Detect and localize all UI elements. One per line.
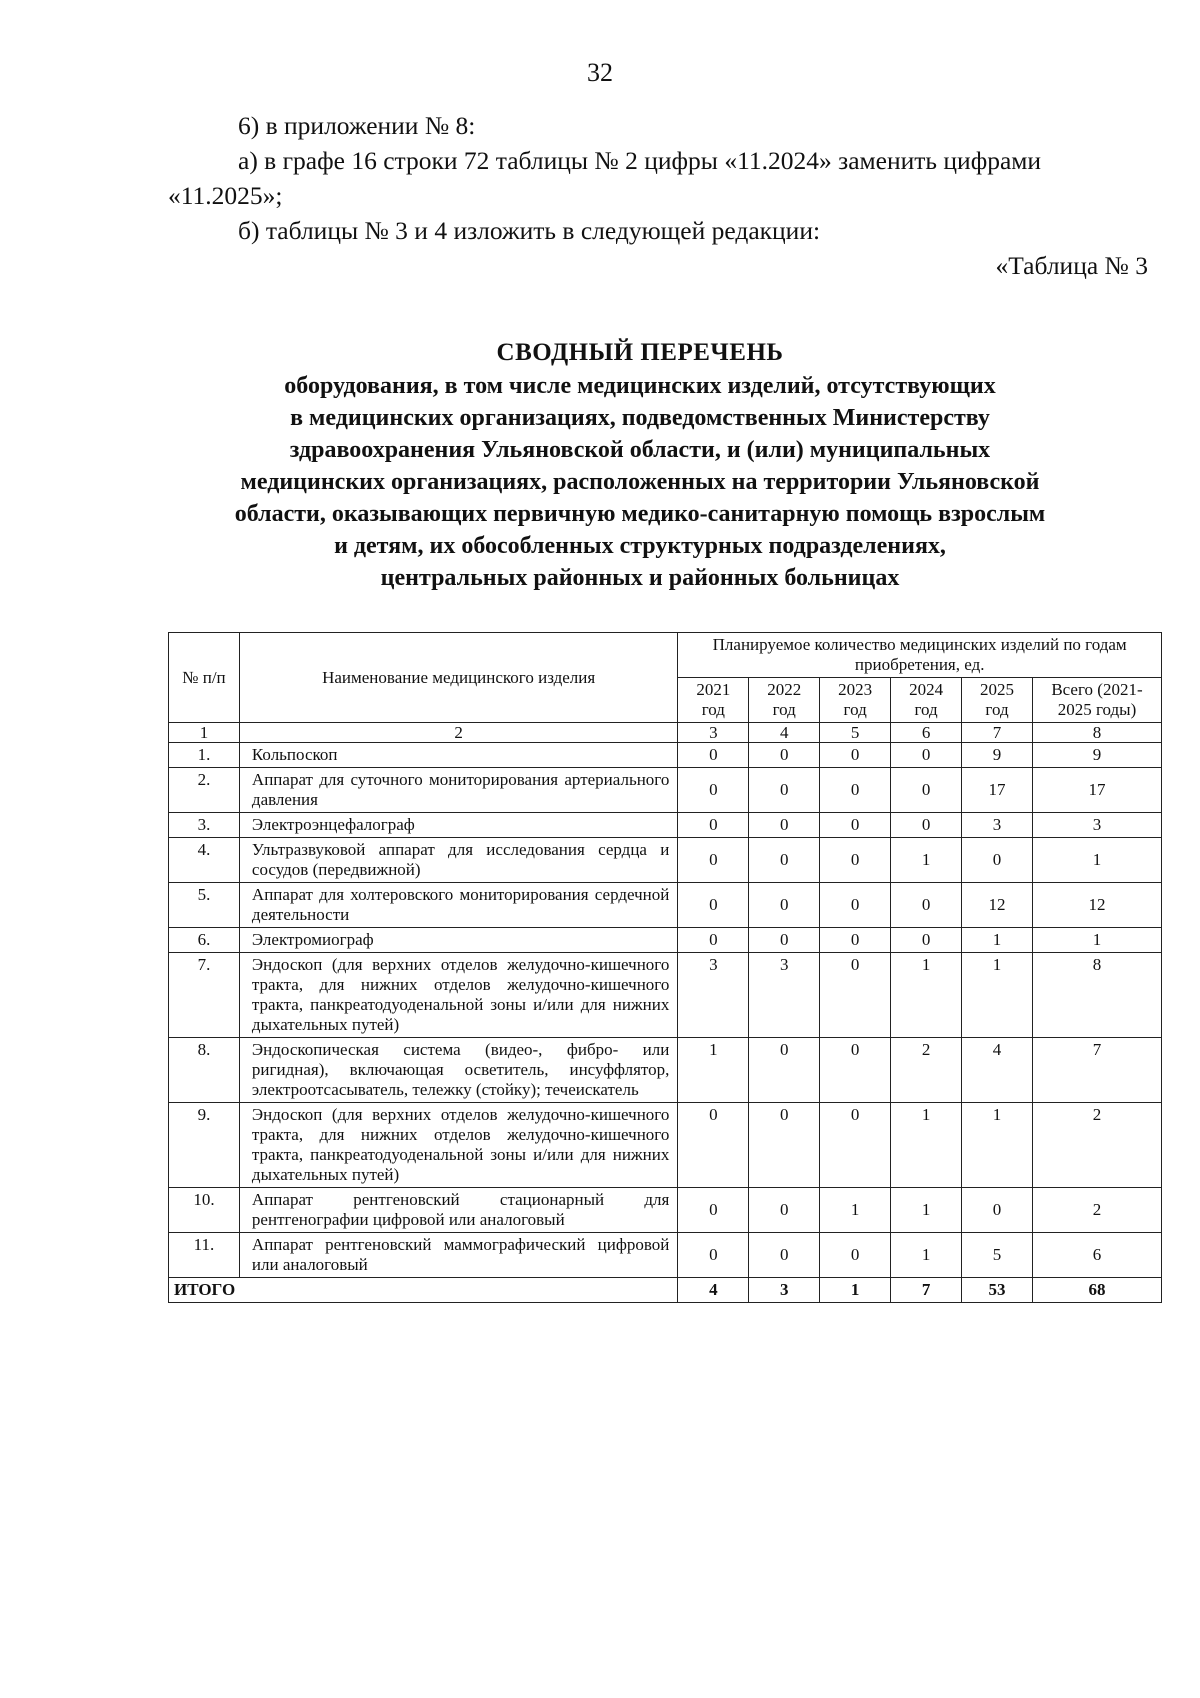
year-value: 0 [891, 928, 962, 953]
year-value: 0 [820, 1103, 891, 1188]
column-number: 8 [1032, 723, 1161, 743]
year-value: 3 [962, 813, 1033, 838]
year-value: 0 [749, 1233, 820, 1278]
row-number: 10. [169, 1188, 240, 1233]
table-row [169, 768, 1162, 813]
table-subtitle-line: оборудования, в том числе медицинских изделий, отсутствующих [284, 373, 996, 399]
year-value: 0 [678, 928, 749, 953]
year-value: 0 [678, 1188, 749, 1233]
total-value: 1 [820, 1278, 891, 1303]
row-total-value: 6 [1032, 1233, 1161, 1278]
year-value: 12 [962, 883, 1033, 928]
row-total-value: 1 [1032, 928, 1161, 953]
device-name: Электроэнцефалограф [239, 813, 677, 838]
row-number: 8. [169, 1038, 240, 1103]
year-value: 2 [891, 1038, 962, 1103]
device-name: Эндоскоп (для верхних отделов желудочно-кишечного тракта, для нижних отделов желудочно-кишечного тракта, панкреатодуоденальной зоны и/или для нижних дыхательных путей) [239, 1103, 677, 1188]
header-year: 2021 год [678, 678, 749, 723]
year-value: 0 [962, 838, 1033, 883]
year-value: 0 [678, 813, 749, 838]
device-name: Кольпоскоп [239, 743, 677, 768]
year-value: 0 [891, 813, 962, 838]
table-row [169, 1038, 1162, 1103]
year-value: 0 [891, 743, 962, 768]
year-value: 0 [820, 813, 891, 838]
amendment-item-a-cont: «11.2025»; [168, 181, 283, 210]
header-planned: Планируемое количество медицинских изделий по годам приобретения, ед. [678, 633, 1162, 678]
table-subtitle-line: в медицинских организациях, подведомственных Министерству [290, 405, 990, 431]
table-header-row [169, 633, 1162, 678]
row-number: 11. [169, 1233, 240, 1278]
year-value: 1 [891, 1103, 962, 1188]
year-value: 0 [820, 838, 891, 883]
total-value: 53 [962, 1278, 1033, 1303]
amendment-item-a: а) в графе 16 строки 72 таблицы № 2 цифры «11.2024» заменить цифрами [238, 146, 1042, 175]
year-value: 0 [749, 928, 820, 953]
year-value: 1 [891, 838, 962, 883]
amendment-item-b: б) таблицы № 3 и 4 изложить в следующей редакции: [238, 216, 821, 245]
total-value: 3 [749, 1278, 820, 1303]
row-number: 7. [169, 953, 240, 1038]
header-year: 2023 год [820, 678, 891, 723]
column-number: 3 [678, 723, 749, 743]
total-value: 7 [891, 1278, 962, 1303]
row-number: 4. [169, 838, 240, 883]
table-row [169, 1233, 1162, 1278]
year-value: 0 [749, 743, 820, 768]
column-number: 6 [891, 723, 962, 743]
table-row [169, 928, 1162, 953]
year-value: 0 [820, 953, 891, 1038]
year-value: 0 [678, 883, 749, 928]
row-total-value: 2 [1032, 1188, 1161, 1233]
row-number: 9. [169, 1103, 240, 1188]
year-value: 0 [820, 1233, 891, 1278]
year-value: 1 [820, 1188, 891, 1233]
year-value: 0 [820, 883, 891, 928]
year-value: 3 [678, 953, 749, 1038]
column-number: 4 [749, 723, 820, 743]
total-label: ИТОГО [169, 1278, 678, 1303]
table-subtitle-line: медицинских организациях, расположенных на территории Ульяновской [240, 469, 1040, 495]
device-name: Эндоскоп (для верхних отделов желудочно-кишечного тракта, для нижних отделов желудочно-кишечного тракта, панкреатодуоденальной зоны и/или для нижних дыхательных путей) [239, 953, 677, 1038]
year-value: 0 [678, 768, 749, 813]
table-row [169, 813, 1162, 838]
row-total-value: 3 [1032, 813, 1161, 838]
year-value: 0 [678, 1103, 749, 1188]
year-value: 0 [678, 1233, 749, 1278]
year-value: 0 [678, 743, 749, 768]
device-name: Эндоскопическая система (видео-, фибро- или ригидная), включающая осветитель, инсуффлятор, электроотсасыватель, тележку (стойку); течеискатель [239, 1038, 677, 1103]
row-total-value: 8 [1032, 953, 1161, 1038]
table-row [169, 838, 1162, 883]
table-row [169, 743, 1162, 768]
table-subtitle-line: здравоохранения Ульяновской области, и (или) муниципальных [289, 437, 991, 463]
year-value: 0 [749, 768, 820, 813]
device-name: Ультразвуковой аппарат для исследования сердца и сосудов (передвижной) [239, 838, 677, 883]
year-value: 0 [891, 768, 962, 813]
table-row [169, 1103, 1162, 1188]
year-value: 0 [749, 813, 820, 838]
table-reference: «Таблица № 3 [995, 251, 1148, 280]
amendment-item-6: 6) в приложении № 8: [238, 111, 476, 140]
year-value: 4 [962, 1038, 1033, 1103]
column-number: 2 [239, 723, 677, 743]
total-value: 68 [1032, 1278, 1161, 1303]
row-total-value: 17 [1032, 768, 1161, 813]
table-subtitle-line: и детям, их обособленных структурных подразделениях, [334, 533, 946, 559]
page-number: 32 [587, 58, 613, 87]
year-value: 0 [749, 1188, 820, 1233]
year-value: 1 [891, 953, 962, 1038]
year-value: 0 [749, 1103, 820, 1188]
year-value: 17 [962, 768, 1033, 813]
year-value: 0 [749, 1038, 820, 1103]
table-row [169, 883, 1162, 928]
header-year: 2022 год [749, 678, 820, 723]
row-total-value: 1 [1032, 838, 1161, 883]
year-value: 0 [820, 743, 891, 768]
column-number: 1 [169, 723, 240, 743]
year-value: 1 [962, 1103, 1033, 1188]
year-value: 0 [678, 838, 749, 883]
year-value: 0 [749, 883, 820, 928]
table-row [169, 953, 1162, 1038]
year-value: 1 [962, 928, 1033, 953]
table-subtitle-line: области, оказывающих первичную медико-санитарную помощь взрослым [234, 501, 1046, 527]
year-value: 0 [962, 1188, 1033, 1233]
row-number: 1. [169, 743, 240, 768]
device-name: Аппарат для суточного мониторирования артериального давления [239, 768, 677, 813]
header-year: 2024 год [891, 678, 962, 723]
header-year: 2025 год [962, 678, 1033, 723]
total-value: 4 [678, 1278, 749, 1303]
equipment-table [168, 632, 1162, 1303]
row-total-value: 12 [1032, 883, 1161, 928]
year-value: 0 [820, 928, 891, 953]
table-title: СВОДНЫЙ ПЕРЕЧЕНЬ [496, 339, 784, 366]
year-value: 1 [962, 953, 1033, 1038]
device-name: Электромиограф [239, 928, 677, 953]
table-subtitle-line: центральных районных и районных больницах [380, 565, 900, 591]
table-row [169, 1188, 1162, 1233]
header-name: Наименование медицинского изделия [239, 633, 677, 723]
total-row [169, 1278, 1162, 1303]
row-number: 2. [169, 768, 240, 813]
amendment-text [168, 108, 1148, 283]
row-number: 3. [169, 813, 240, 838]
device-name: Аппарат для холтеровского мониторирования сердечной деятельности [239, 883, 677, 928]
row-total-value: 9 [1032, 743, 1161, 768]
year-value: 0 [891, 883, 962, 928]
column-numbers-row [169, 723, 1162, 743]
header-num: № п/п [169, 633, 240, 723]
row-number: 6. [169, 928, 240, 953]
year-value: 1 [891, 1188, 962, 1233]
year-value: 1 [678, 1038, 749, 1103]
device-name: Аппарат рентгеновский маммографический цифровой или аналоговый [239, 1233, 677, 1278]
year-value: 5 [962, 1233, 1033, 1278]
column-number: 7 [962, 723, 1033, 743]
year-value: 3 [749, 953, 820, 1038]
column-number: 5 [820, 723, 891, 743]
row-total-value: 2 [1032, 1103, 1161, 1188]
row-number: 5. [169, 883, 240, 928]
year-value: 1 [891, 1233, 962, 1278]
year-value: 9 [962, 743, 1033, 768]
year-value: 0 [820, 768, 891, 813]
header-total-years: Всего (2021-2025 годы) [1032, 678, 1161, 723]
row-total-value: 7 [1032, 1038, 1161, 1103]
year-value: 0 [749, 838, 820, 883]
device-name: Аппарат рентгеновский стационарный для рентгенографии цифровой или аналоговый [239, 1188, 677, 1233]
table-heading [150, 336, 1130, 594]
year-value: 0 [820, 1038, 891, 1103]
